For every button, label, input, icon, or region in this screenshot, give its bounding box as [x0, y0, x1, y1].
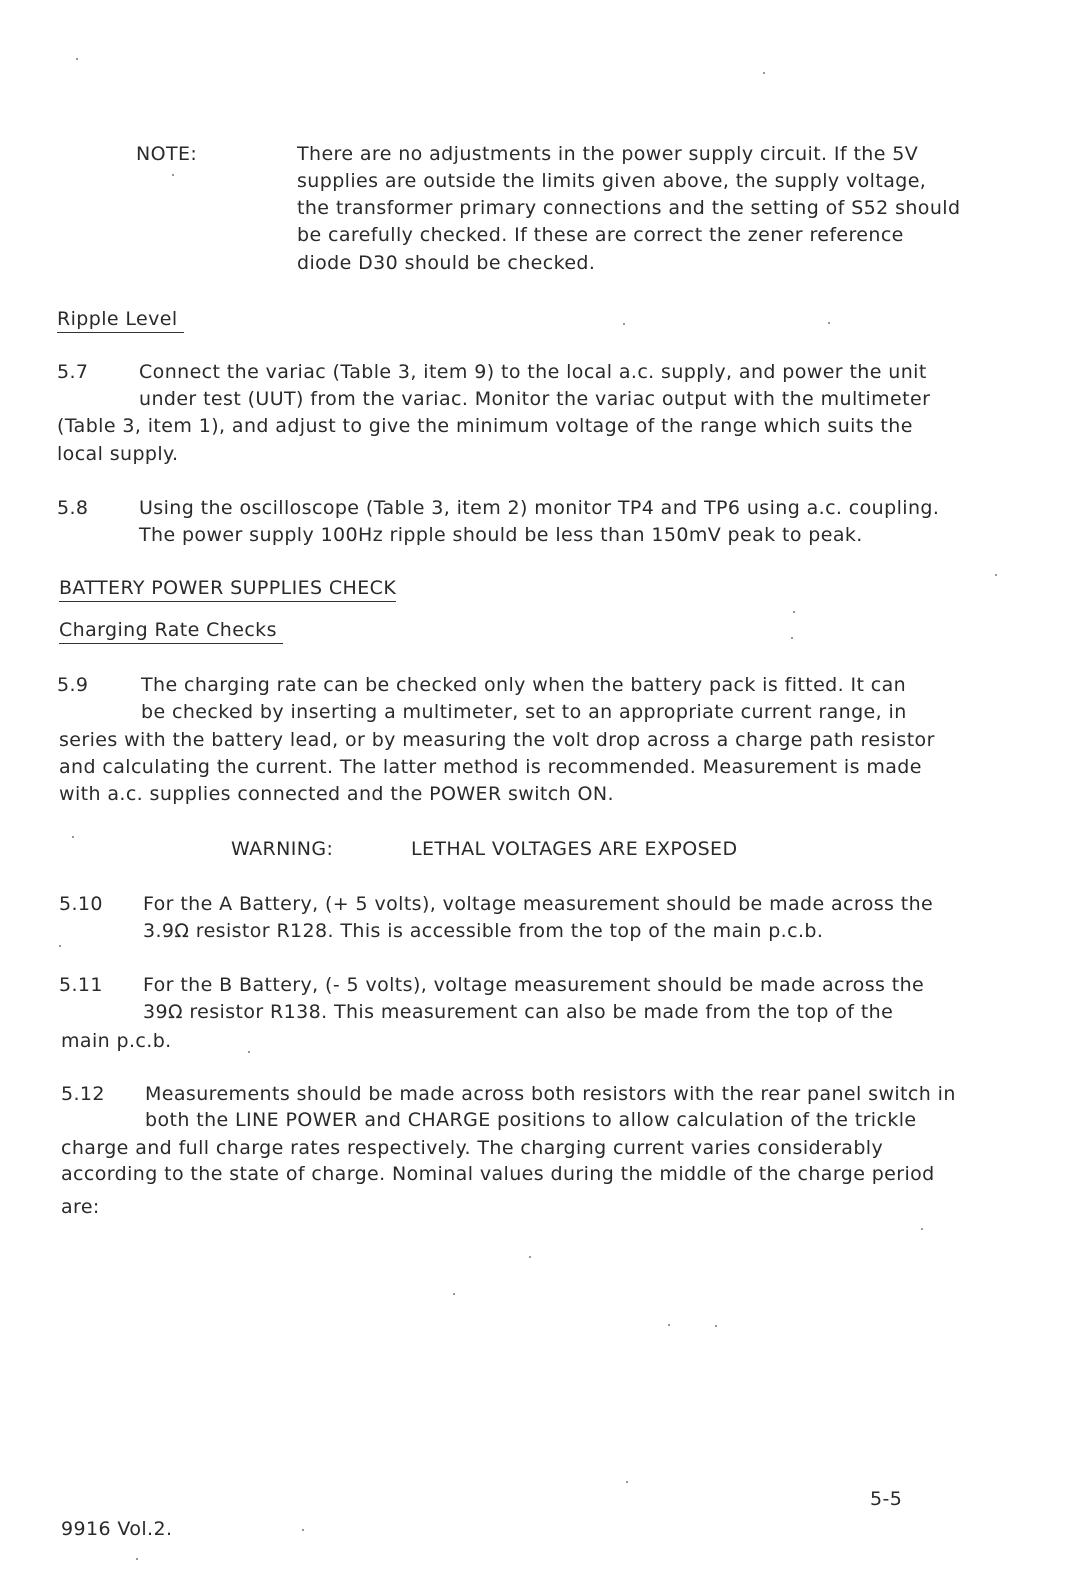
- scan-speck: [623, 323, 625, 325]
- scan-speck: [763, 72, 765, 74]
- scan-speck: [626, 1481, 628, 1483]
- paragraph-line: be checked by inserting a multimeter, set to an appropriate current range, in: [141, 701, 907, 723]
- paragraph-line: charge and full charge rates respectively. The charging current varies considerably: [61, 1137, 884, 1159]
- warning-label: WARNING:: [231, 838, 334, 860]
- section-heading-charging-rate-checks: Charging Rate Checks: [59, 617, 283, 644]
- paragraph-line: 3.9Ω resistor R128. This is accessible from the top of the main p.c.b.: [143, 920, 824, 942]
- paragraph-line: Connect the variac (Table 3, item 9) to the local a.c. supply, and power the unit: [139, 361, 927, 383]
- scan-speck: [828, 322, 830, 324]
- note-label: NOTE:: [136, 143, 198, 165]
- document-reference: 9916 Vol.2.: [61, 1518, 173, 1540]
- paragraph-line: For the A Battery, (+ 5 volts), voltage measurement should be made across the: [143, 893, 934, 915]
- scan-speck: [995, 574, 997, 576]
- paragraph-line: series with the battery lead, or by measuring the volt drop across a charge path resistor: [59, 729, 935, 751]
- warning-text: LETHAL VOLTAGES ARE EXPOSED: [411, 838, 738, 860]
- note-line: be carefully checked. If these are correct the zener reference: [297, 224, 904, 246]
- scan-speck: [791, 637, 793, 639]
- note-line: the transformer primary connections and the setting of S52 should: [297, 197, 961, 219]
- paragraph-line: Using the oscilloscope (Table 3, item 2) monitor TP4 and TP6 using a.c. coupling.: [139, 497, 940, 519]
- scan-speck: [302, 1529, 304, 1531]
- paragraph-number: 5.9: [57, 674, 89, 696]
- paragraph-line: under test (UUT) from the variac. Monitor the variac output with the multimeter: [139, 388, 931, 410]
- paragraph-line: main p.c.b.: [61, 1030, 172, 1052]
- note-line: supplies are outside the limits given above, the supply voltage,: [297, 170, 927, 192]
- paragraph-line: are:: [61, 1196, 100, 1218]
- note-line: diode D30 should be checked.: [297, 252, 596, 274]
- paragraph-line: The power supply 100Hz ripple should be less than 150mV peak to peak.: [139, 524, 863, 546]
- paragraph-line: both the LINE POWER and CHARGE positions to allow calculation of the trickle: [145, 1109, 917, 1131]
- scan-speck: [172, 174, 174, 176]
- scan-speck: [793, 611, 795, 613]
- scan-speck: [136, 1558, 138, 1560]
- paragraph-line: local supply.: [57, 443, 179, 465]
- note-line: There are no adjustments in the power supply circuit. If the 5V: [297, 143, 919, 165]
- scan-speck: [529, 1256, 531, 1258]
- paragraph-number: 5.12: [61, 1083, 105, 1105]
- paragraph-line: The charging rate can be checked only when the battery pack is fitted. It can: [141, 674, 907, 696]
- scan-speck: [76, 58, 78, 60]
- paragraph-number: 5.8: [57, 497, 89, 519]
- page-number: 5-5: [870, 1488, 903, 1510]
- scan-speck: [59, 945, 61, 947]
- paragraph-line: according to the state of charge. Nominal values during the middle of the charge period: [61, 1163, 935, 1185]
- paragraph-line: and calculating the current. The latter method is recommended. Measurement is made: [59, 756, 922, 778]
- paragraph-number: 5.7: [57, 361, 89, 383]
- paragraph-line: 39Ω resistor R138. This measurement can also be made from the top of the: [143, 1001, 894, 1023]
- scan-speck: [453, 1293, 455, 1295]
- scan-speck: [715, 1325, 717, 1327]
- scan-speck: [248, 1051, 250, 1053]
- scan-speck: [668, 1324, 670, 1326]
- paragraph-line: (Table 3, item 1), and adjust to give the minimum voltage of the range which suits the: [57, 415, 913, 437]
- paragraph-number: 5.10: [59, 893, 103, 915]
- paragraph-number: 5.11: [59, 974, 103, 996]
- section-heading-ripple-level: Ripple Level: [57, 306, 184, 333]
- paragraph-line: Measurements should be made across both resistors with the rear panel switch in: [145, 1083, 956, 1105]
- scan-speck: [72, 836, 74, 838]
- scan-speck: [921, 1228, 923, 1230]
- paragraph-line: For the B Battery, (- 5 volts), voltage measurement should be made across the: [143, 974, 925, 996]
- paragraph-line: with a.c. supplies connected and the POWER switch ON.: [59, 783, 614, 805]
- section-heading-battery-power-supplies: BATTERY POWER SUPPLIES CHECK: [59, 575, 396, 602]
